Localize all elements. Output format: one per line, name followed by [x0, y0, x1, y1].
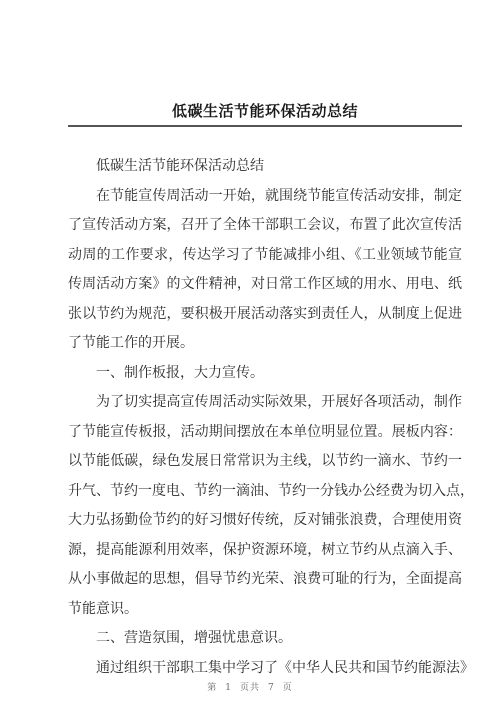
body-line: 为了切实提高宣传周活动实际效果，开展好各项活动，制作 [96, 394, 462, 410]
footer-middle: 页共 [239, 683, 260, 693]
section-heading: 一、制作板报，大力宣传。 [96, 364, 264, 381]
body-line: 在节能宣传周活动一开始，就围绕节能宣传活动安排，制定 [96, 187, 462, 204]
section-heading: 二、营造氛围，增强忧患意识。 [96, 630, 292, 646]
body-line: 了节能工作的开展。 [68, 335, 194, 351]
body-line: 通过组织干部职工集中学习了《中华人民共和国节约能源法》 [96, 659, 474, 676]
body-line: 大力弘扬勤俭节约的好习惯好传统，反对铺张浪费，合理使用资 [68, 512, 462, 528]
body-line: 升气、节约一度电、节约一滴油、节约一分钱办公经费为切入点， [68, 482, 474, 499]
title-divider [68, 125, 462, 127]
body-line: 节能意识。 [68, 600, 138, 617]
body-line: 源，提高能源利用效率，保护资源环境，树立节约从点滴入手、 [68, 541, 462, 558]
body-line: 了节能宣传板报，活动期间摆放在本单位明显位置。展板内容： [68, 423, 462, 440]
body-line: 低碳生活节能环保活动总结 [96, 158, 264, 174]
footer-total-pages: 7 [268, 683, 275, 693]
footer-prefix: 第 [207, 683, 218, 693]
footer-suffix: 页 [282, 683, 293, 693]
footer-page-number: 1 [225, 683, 232, 693]
body-line: 传周活动方案》的文件精神，对日常工作区域的用水、用电、纸 [68, 276, 462, 292]
body-line: 以节能低碳，绿色发展日常常识为主线，以节约一滴水、节约一 [68, 453, 462, 469]
body-line: 从小事做起的思想，倡导节约光荣、浪费可耻的行为，全面提高 [68, 571, 462, 587]
page-footer [0, 680, 500, 693]
body-line: 动周的工作要求，传达学习了节能减排小组、《工业领域节能宣 [68, 246, 462, 263]
document-body [68, 152, 474, 683]
document-title: 低碳生活节能环保活动总结 [171, 102, 358, 120]
body-line: 了宣传活动方案，召开了全体干部职工会议，布置了此次宣传活 [68, 217, 462, 233]
body-line: 张以节约为规范，要积极开展活动落实到责任人，从制度上促进 [68, 305, 462, 322]
